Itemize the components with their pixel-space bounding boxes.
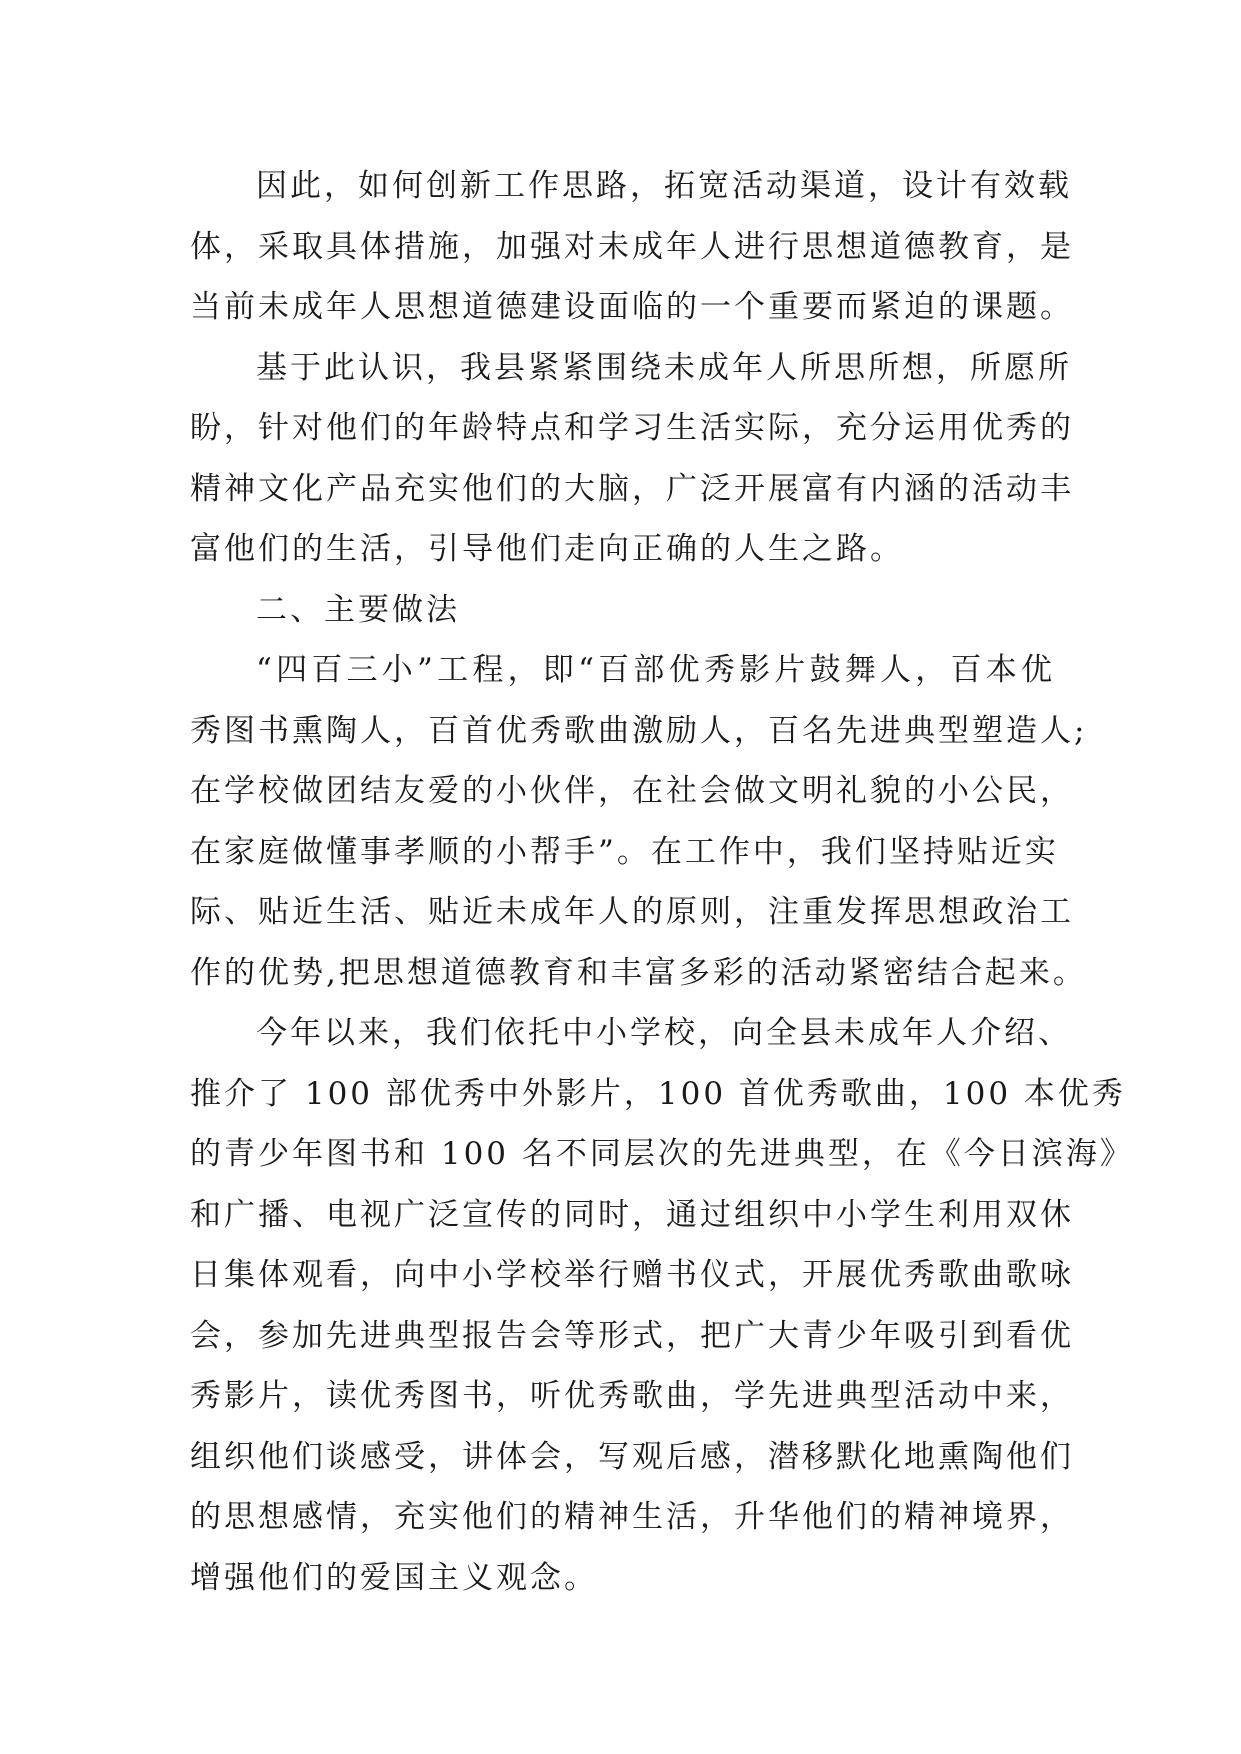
text-line: 当前未成年人思想道德建设面临的一个重要而紧迫的课题。 xyxy=(190,289,1074,325)
text-line: 推介了 100 部优秀中外影片，100 首优秀歌曲，100 本优秀 xyxy=(190,1075,1126,1112)
section-heading: 二、主要做法 xyxy=(256,591,460,628)
text-line: “四百三小”工程，即“百部优秀影片鼓舞人，百本优 xyxy=(256,652,1055,688)
text-line: 体，采取具体措施，加强对未成年人进行思想道德教育，是 xyxy=(190,228,1074,265)
text-line: 的青少年图书和 100 名不同层次的先进典型，在《今日滨海》 xyxy=(190,1136,1134,1172)
text-line: 秀影片，读优秀图书，听优秀歌曲，学先进典型活动中来， xyxy=(190,1378,1074,1414)
text-line: 和广播、电视广泛宣传的同时，通过组织中小学生利用双休 xyxy=(190,1196,1074,1233)
text-line: 日集体观看，向中小学校举行赠书仪式，开展优秀歌曲歌咏 xyxy=(190,1257,1074,1293)
text-line: 在学校做团结友爱的小伙伴，在社会做文明礼貌的小公民， xyxy=(190,773,1074,809)
text-line: 基于此认识，我县紧紧围绕未成年人所思所想，所愿所 xyxy=(256,349,1072,386)
text-line: 在家庭做懂事孝顺的小帮手”。在工作中，我们坚持贴近实 xyxy=(190,833,1059,870)
text-line: 盼，针对他们的年龄特点和学习生活实际，充分运用优秀的 xyxy=(190,410,1074,446)
text-line: 今年以来，我们依托中小学校，向全县未成年人介绍、 xyxy=(256,1015,1072,1051)
text-line: 际、贴近生活、贴近未成年人的原则，注重发挥思想政治工 xyxy=(190,894,1074,930)
paragraph-3 xyxy=(190,640,1088,1003)
text-line: 精神文化产品充实他们的大脑，广泛开展富有内涵的活动丰 xyxy=(190,470,1074,507)
paragraph-1 xyxy=(190,156,1074,338)
paragraph-2 xyxy=(190,338,1074,580)
text-line: 的思想感情，充实他们的精神生活，升华他们的精神境界， xyxy=(190,1499,1074,1535)
document-body xyxy=(190,156,1134,1608)
text-line: 富他们的生活，引导他们走向正确的人生之路。 xyxy=(190,531,904,567)
text-line: 增强他们的爱国主义观念。 xyxy=(190,1559,598,1596)
text-line: 组织他们谈感受，讲体会，写观后感，潜移默化地熏陶他们 xyxy=(190,1438,1074,1475)
text-line: 因此，如何创新工作思路，拓宽活动渠道，设计有效载 xyxy=(256,168,1072,204)
paragraph-4 xyxy=(190,1003,1134,1608)
text-line: 会，参加先进典型报告会等形式，把广大青少年吸引到看优 xyxy=(190,1317,1074,1354)
text-line: 作的优势,把思想道德教育和丰富多彩的活动紧密结合起来。 xyxy=(190,954,1087,991)
text-line: 秀图书熏陶人，百首优秀歌曲激励人，百名先进典型塑造人; xyxy=(190,712,1088,749)
